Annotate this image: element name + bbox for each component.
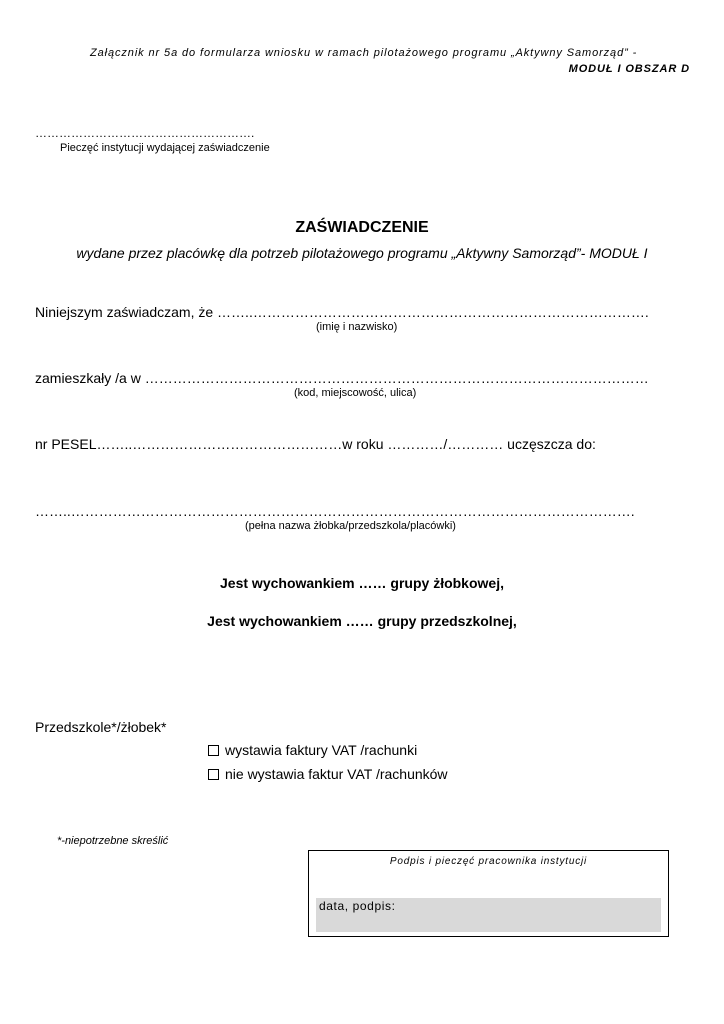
facility-hint: (pełna nazwa żłobka/przedszkola/placówki): [245, 520, 456, 532]
checkbox-icon[interactable]: [208, 745, 219, 756]
stamp-label: Pieczęć instytucji wydającej zaświadczenie: [60, 142, 270, 154]
signature-box: [308, 850, 669, 937]
signature-field-label: data, podpis:: [319, 899, 396, 913]
document-subtitle: wydane przez placówkę dla potrzeb pilotażowego programu „Aktywny Samorząd”- MODUŁ I: [76, 245, 648, 261]
address-field-line: zamieszkały /a w ………………………………………………………………………………………………: [35, 370, 649, 386]
checkbox-icon[interactable]: [208, 769, 219, 780]
document-title: ZAŚWIADCZENIE: [295, 219, 429, 236]
nursery-group-line: Jest wychowankiem …… grupy żłobkowej,: [220, 575, 504, 591]
footnote: *-niepotrzebne skreślić: [57, 835, 169, 847]
vat-label: Przedszkole*/żłobek*: [35, 719, 167, 735]
vat-option-issues[interactable]: [208, 742, 417, 758]
module-header: MODUŁ I OBSZAR D: [568, 63, 690, 75]
vat-option-not-issues[interactable]: [208, 766, 448, 782]
signature-title: Podpis i pieczęć pracownika instytucji: [389, 856, 588, 867]
name-field-line: Niniejszym zaświadczam, że ……..………………………………………………………………………….: [35, 304, 649, 320]
attachment-header: Załącznik nr 5a do formularza wniosku w ramach pilotażowego programu „Aktywny Samorząd” -: [90, 47, 638, 59]
preschool-group-line: Jest wychowankiem …… grupy przedszkolnej,: [207, 613, 517, 629]
address-hint: (kod, miejscowość, ulica): [294, 387, 417, 399]
pesel-field-line: nr PESEL……..………………………………………w roku …………/………… uczęszcza do:: [35, 436, 596, 452]
signature-field[interactable]: [316, 898, 661, 932]
vat-option-issues-label: wystawia faktury VAT /rachunki: [225, 742, 418, 758]
name-hint: (imię i nazwisko): [316, 321, 398, 333]
vat-option-not-issues-label: nie wystawia faktur VAT /rachunków: [225, 766, 448, 782]
stamp-dotted-line: ……………………………………………….: [35, 126, 255, 140]
facility-field-line: ……..………………………………………………………………………………………………………….: [35, 503, 635, 519]
